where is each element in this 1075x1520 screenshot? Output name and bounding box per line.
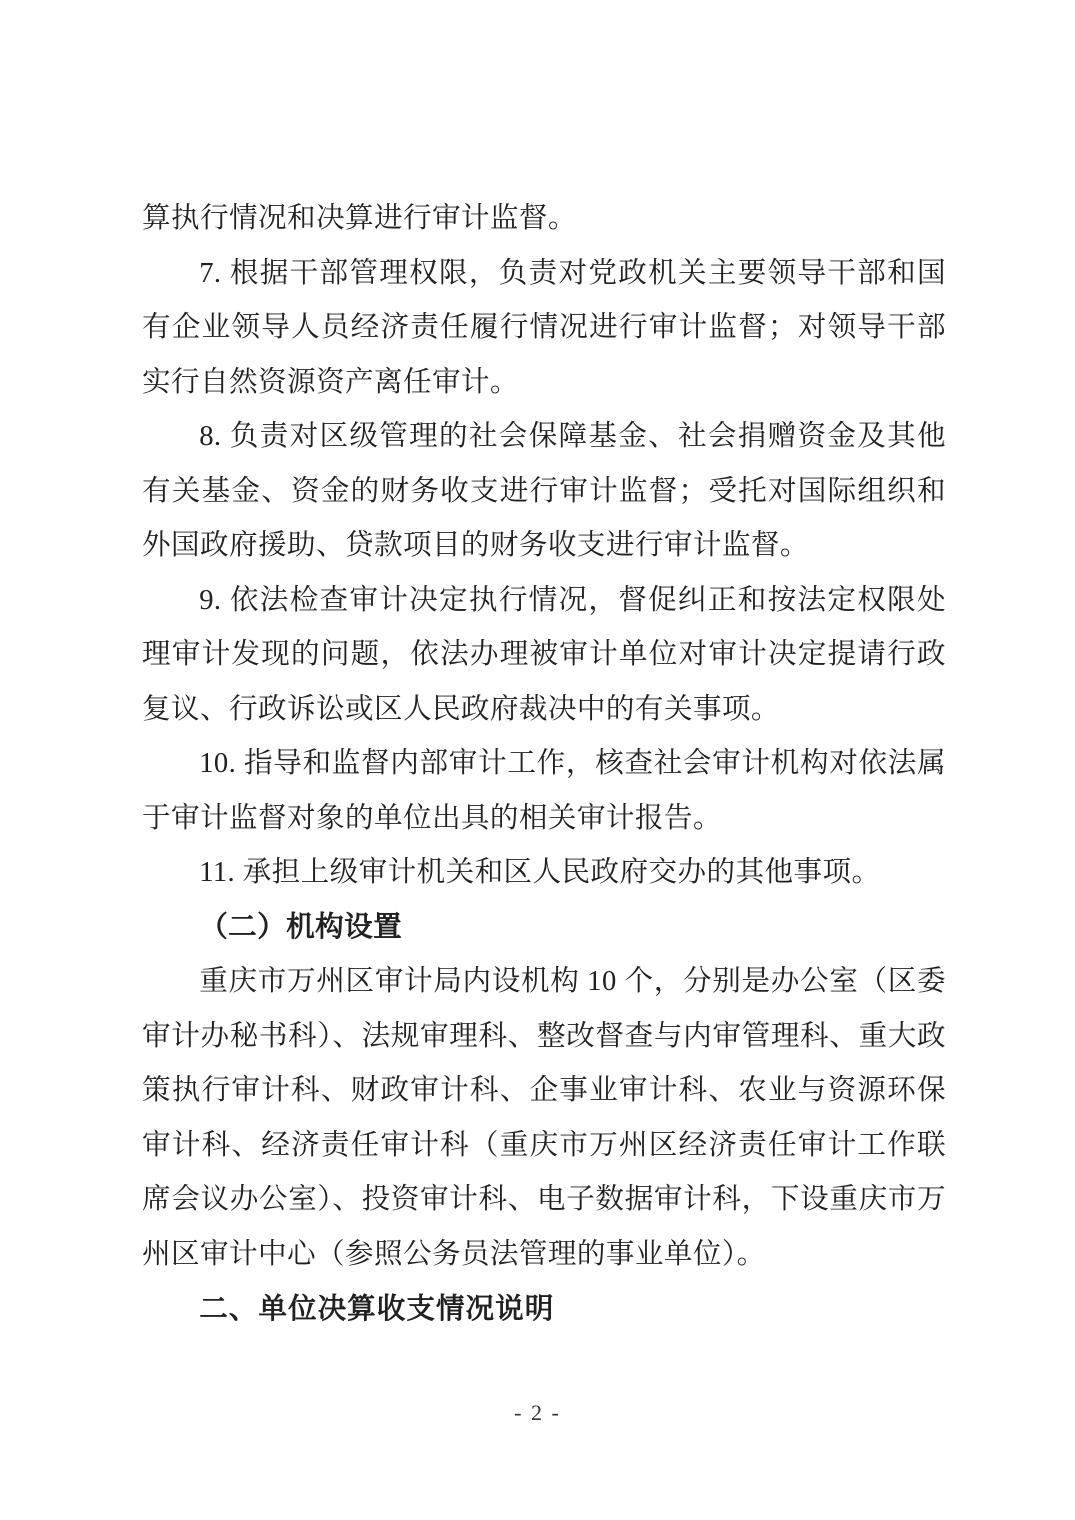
section-heading-organization-setup: （二）机构设置 [199, 911, 403, 943]
paragraph-item-8: 8. 负责对区级管理的社会保障基金、社会捐赠资金及其他有关基金、资金的财务收支进行审计监督；受托对国际组织和外国政府援助、贷款项目的财务收支进行审计监督。 [142, 421, 946, 561]
paragraph-item-11: 11. 承担上级审计机关和区人民政府交办的其他事项。 [199, 857, 881, 888]
page-footer [0, 1399, 1075, 1427]
paragraph-organization-structure: 重庆市万州区审计局内设机构 10 个，分别是办公室（区委审计办秘书科）、法规审理科、整改督查与内审管理科、重大政策执行审计科、财政审计科、企事业审计科、农业与资源环保审计科、经济责任审计科（重庆市万州区经济责任审计工作联席会议办公室）、投资审计科、电子数据审计科，下设重庆市万州区审计中心（参照公务员法管理的事业单位）。 [142, 966, 946, 1270]
paragraph-item-7: 7. 根据干部管理权限，负责对党政机关主要领导干部和国有企业领导人员经济责任履行情况进行审计监督；对领导干部实行自然资源资产离任审计。 [142, 257, 946, 398]
section-heading-budget-final-accounts: 二、单位决算收支情况说明 [199, 1293, 555, 1325]
paragraph-item-10: 10. 指导和监督内部审计工作，核查社会审计机构对依法属于审计监督对象的单位出具的相关审计报告。 [142, 748, 946, 834]
paragraph-continuation: 算执行情况和决算进行审计监督。 [142, 203, 577, 234]
page-number: - 2 - [514, 1400, 561, 1425]
paragraph-item-9: 9. 依法检查审计决定执行情况，督促纠正和按法定权限处理审计发现的问题，依法办理被审计单位对审计决定提请行政复议、行政诉讼或区人民政府裁决中的有关事项。 [142, 584, 946, 725]
document-body [142, 192, 946, 1337]
